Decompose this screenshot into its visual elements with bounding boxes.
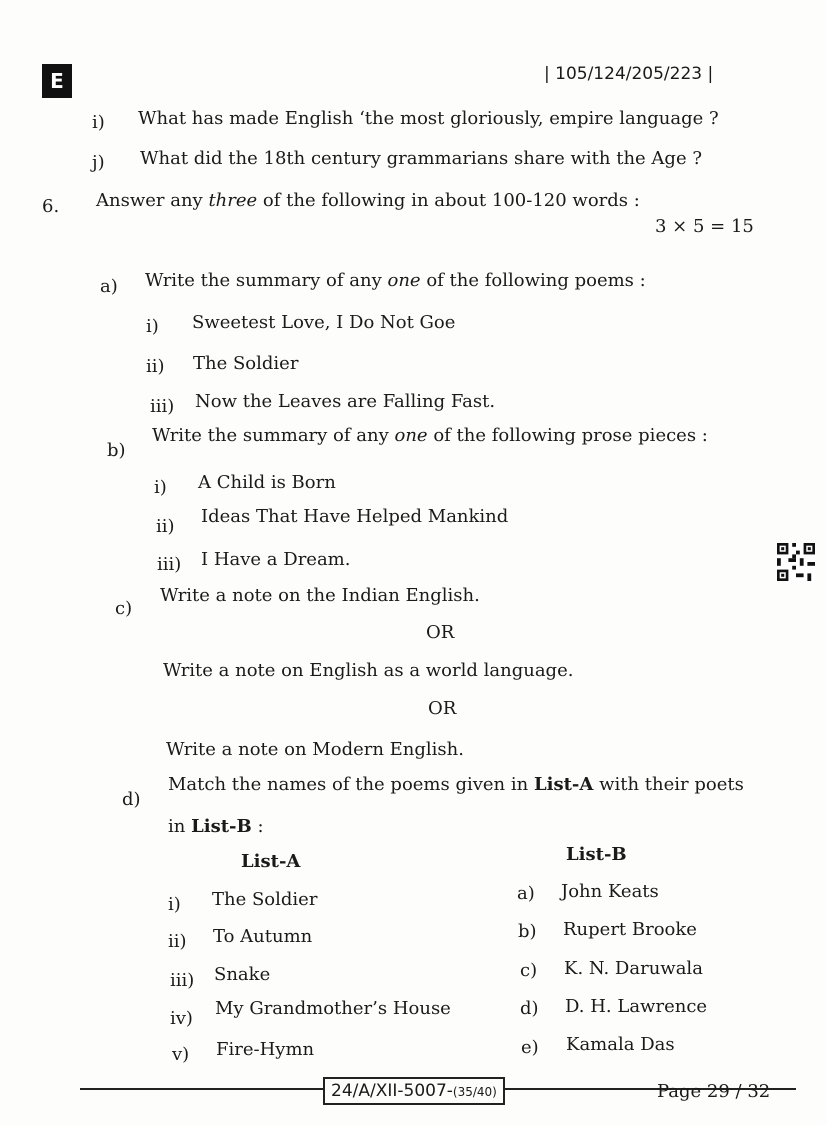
list-b-item: John Keats	[561, 881, 659, 902]
qr-code-icon	[776, 543, 816, 581]
list-b-label: a)	[517, 883, 535, 904]
list-a-item: My Grandmother’s House	[215, 998, 451, 1019]
part-a-item: Sweetest Love, I Do Not Goe	[192, 312, 456, 333]
part-b-item-label: iii)	[157, 554, 182, 575]
list-a-item: Snake	[214, 964, 271, 985]
list-b-header: List-B	[566, 844, 627, 865]
list-a-label: i)	[168, 894, 181, 915]
item-j-label: j)	[92, 152, 105, 173]
part-b-item: A Child is Born	[198, 472, 336, 493]
page-number: Page 29 / 32	[657, 1081, 771, 1102]
part-a-item-label: ii)	[146, 356, 165, 377]
list-a-label: ii)	[168, 931, 187, 952]
section-badge: E	[42, 64, 72, 98]
list-a-label: v)	[172, 1044, 190, 1065]
part-b-item-label: i)	[154, 477, 167, 498]
part-a-item: The Soldier	[193, 353, 299, 374]
list-a-item: The Soldier	[212, 889, 318, 910]
marks: 3 × 5 = 15	[655, 216, 754, 237]
part-c-option-1: Write a note on the Indian English.	[160, 585, 480, 606]
question-number: 6.	[42, 196, 60, 217]
part-a-item-label: iii)	[150, 396, 175, 417]
or-separator: OR	[426, 622, 455, 643]
part-c-label: c)	[115, 598, 133, 619]
part-d-prompt-line-2: in List-B :	[168, 816, 264, 837]
list-a-header: List-A	[241, 851, 301, 872]
part-c-option-2: Write a note on English as a world language.	[163, 660, 574, 681]
part-a-item-label: i)	[146, 316, 159, 337]
list-a-item: Fire-Hymn	[216, 1039, 315, 1060]
part-b-label: b)	[107, 440, 126, 461]
part-a-prompt: Write the summary of any one of the following poems :	[145, 270, 646, 291]
list-a-item: To Autumn	[213, 926, 313, 947]
list-b-label: e)	[521, 1037, 539, 1058]
footer-code: 24/A/XII-5007-(35/40)	[323, 1077, 505, 1105]
part-b-item-label: ii)	[156, 516, 175, 537]
list-b-item: K. N. Daruwala	[564, 958, 703, 979]
list-b-item: Kamala Das	[566, 1034, 675, 1055]
or-separator: OR	[428, 698, 457, 719]
part-a-label: a)	[100, 276, 118, 297]
part-d-prompt-line-1: Match the names of the poems given in List-A with their poets	[168, 774, 744, 795]
list-a-label: iii)	[170, 970, 195, 991]
part-b-item: Ideas That Have Helped Mankind	[201, 506, 509, 527]
list-b-label: b)	[518, 921, 537, 942]
part-b-prompt: Write the summary of any one of the following prose pieces :	[152, 425, 708, 446]
question-instruction: Answer any three of the following in about 100-120 words :	[96, 190, 640, 211]
part-a-item: Now the Leaves are Falling Fast.	[195, 391, 496, 412]
list-a-label: iv)	[170, 1008, 193, 1029]
item-j-text: What did the 18th century grammarians share with the Age ?	[140, 148, 702, 169]
part-b-item: I Have a Dream.	[201, 549, 351, 570]
paper-codes: | 105/124/205/223 |	[544, 64, 714, 84]
part-c-option-3: Write a note on Modern English.	[166, 739, 464, 760]
item-i-text: What has made English ‘the most gloriously, empire language ?	[138, 108, 719, 129]
list-b-item: D. H. Lawrence	[565, 996, 708, 1017]
part-d-label: d)	[122, 789, 141, 810]
list-b-label: c)	[520, 960, 538, 981]
list-b-item: Rupert Brooke	[563, 919, 697, 940]
list-b-label: d)	[520, 998, 539, 1019]
item-i-label: i)	[92, 112, 105, 133]
